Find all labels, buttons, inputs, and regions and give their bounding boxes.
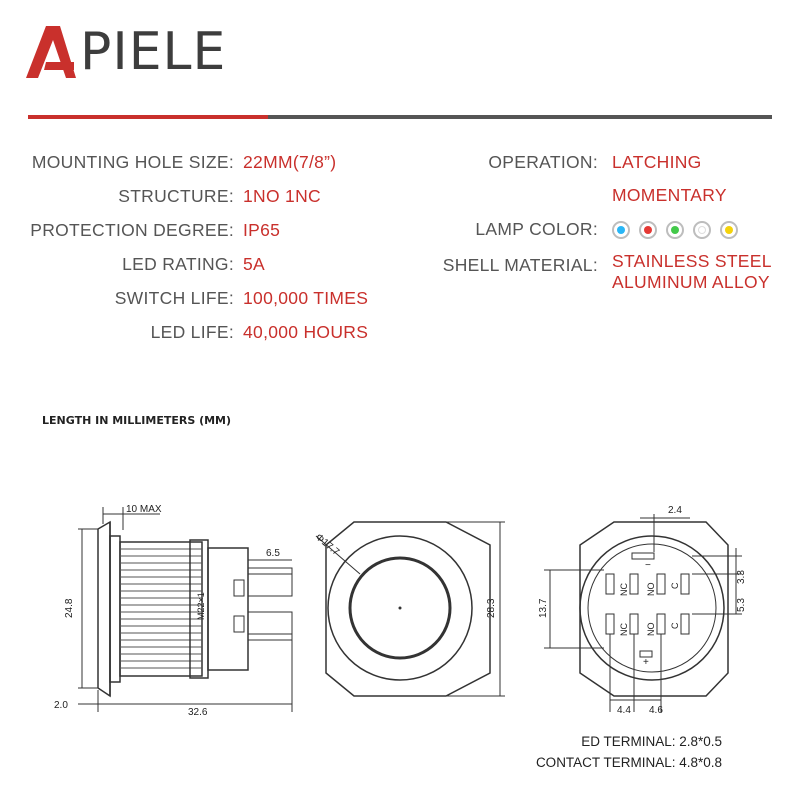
contact-terminal-spec: CONTACT TERMINAL: 4.8*0.8 (535, 755, 722, 770)
lamp-color-green (666, 221, 684, 239)
dimension-drawings (0, 480, 800, 730)
dim-28-3: 28.3 (486, 598, 497, 618)
spec-value-shell-aluminum: ALUMINUM ALLOY (612, 272, 770, 292)
dim-3-3: 3.3 (736, 570, 747, 584)
header-divider (268, 115, 772, 119)
led-terminal-spec: ED TERMINAL: 2.8*0.5 (581, 734, 722, 749)
front-view-drawing (313, 522, 505, 696)
label-nc-top: NC (619, 583, 629, 596)
dim-phi: Φ17.7 (313, 531, 342, 558)
label-no-top: NO (646, 582, 656, 596)
spec-label-led-life: LED LIFE: (150, 322, 234, 342)
spec-label-structure: STRUCTURE: (118, 186, 234, 206)
dim-2-4: 2.4 (668, 505, 682, 516)
label-c-top: C (670, 582, 680, 589)
brand-name: PIELE (80, 22, 227, 82)
spec-label-switch-life: SWITCH LIFE: (114, 288, 234, 308)
label-no-bottom: NO (646, 622, 656, 636)
header-divider-accent (28, 115, 268, 119)
dim-32-6: 32.6 (188, 707, 208, 718)
spec-label-lamp-color: LAMP COLOR: (475, 219, 598, 239)
dim-6-5: 6.5 (266, 548, 280, 559)
back-view-drawing (538, 505, 747, 716)
dim-24-8: 24.8 (64, 598, 75, 618)
spec-value-protection: IP65 (243, 220, 281, 240)
dim-2-0: 2.0 (54, 700, 68, 711)
spec-value-operation-momentary: MOMENTARY (612, 185, 727, 205)
spec-value-structure: 1NO 1NC (243, 186, 321, 206)
spec-value-led-life: 40,000 HOURS (243, 322, 369, 342)
dim-10max: 10 MAX (126, 504, 162, 515)
spec-value-led-rating: 5A (243, 254, 266, 274)
lamp-color-white (693, 221, 711, 239)
length-heading: LENGTH IN MILLIMETERS (MM) (42, 414, 232, 427)
spec-label-mounting: MOUNTING HOLE SIZE: (31, 152, 234, 172)
side-view-drawing (54, 504, 292, 718)
label-minus: − (645, 560, 651, 571)
dim-13-7: 13.7 (538, 598, 549, 618)
lamp-color-blue (612, 221, 630, 239)
brand-logo (24, 22, 84, 82)
spec-label-protection: PROTECTION DEGREE: (30, 220, 234, 240)
dim-thread: M22×1 (196, 592, 206, 620)
label-plus: + (643, 657, 649, 668)
spec-label-operation: OPERATION: (488, 152, 598, 172)
spec-value-switch-life: 100,000 TIMES (243, 288, 369, 308)
spec-label-shell: SHELL MATERIAL: (442, 255, 598, 275)
label-nc-bottom: NC (619, 623, 629, 636)
dim-4-6: 4.6 (649, 705, 663, 716)
lamp-color-yellow (720, 221, 738, 239)
spec-value-mounting: 22MM(7/8”) (243, 152, 337, 172)
spec-value-shell-steel: STAINLESS STEEL (612, 251, 772, 271)
label-c-bottom: C (670, 622, 680, 629)
spec-label-led-rating: LED RATING: (122, 254, 234, 274)
dim-5-3: 5.3 (736, 598, 747, 612)
lamp-color-red (639, 221, 657, 239)
dim-4-4: 4.4 (617, 705, 631, 716)
spec-value-operation-latching: LATCHING (612, 152, 702, 172)
